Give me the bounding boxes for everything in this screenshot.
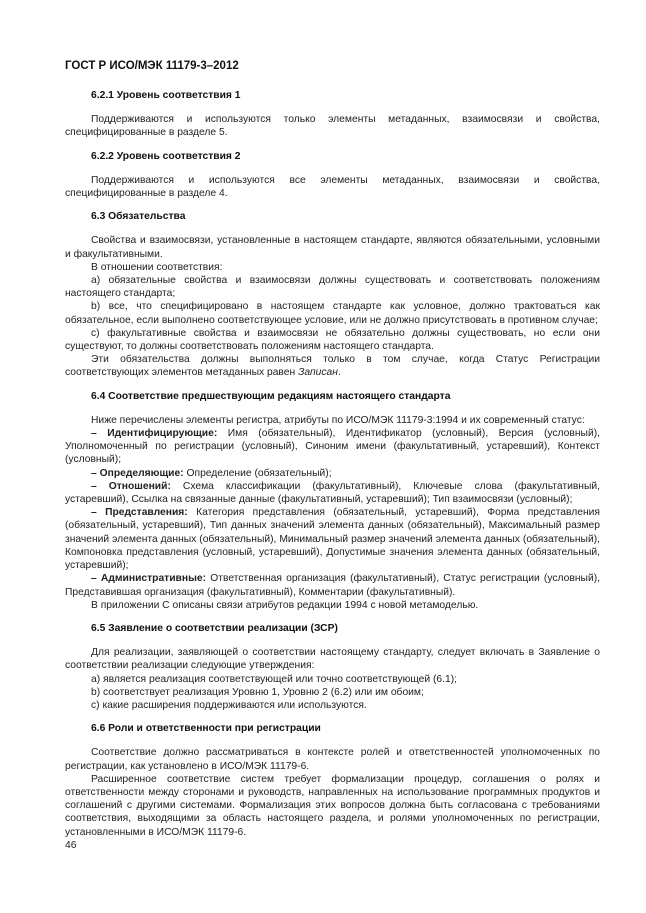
paragraph: Для реализации, заявляющей о соответствии настоящему стандарту, следует включать в Заявление о соответствии реализации следующие утверждения: [65,647,600,672]
list-item: a) обязательные свойства и взаимосвязи должны существовать и соответствовать положениям настоящего стандарта; [65,275,600,300]
list-item-text: Определение (обязательный); [183,467,332,479]
paragraph: В приложении С описаны связи атрибутов редакции 1994 с новой метамоделью. [91,599,479,611]
document-header: ГОСТ Р ИСО/МЭК 11179-3–2012 [65,60,239,72]
list-item [65,572,600,598]
paragraph: Расширенное соответствие систем требует формализации процедур, соглашения о ролях и ответственности между сторонами и руководств, направленных на использование программных продуктов и соглашений с другими системами. Формализация этих вопросов должна быть согласована с требованиями соответствия, выходящими за область настоящего раздела, и ролями уполномоченных по регистрации, установленными в ИСО/МЭК 11179-6. [65,773,600,838]
paragraph: Соответствие должно рассматриваться в контексте ролей и ответственностей уполномоченных по регистрации, как установлено в ИСО/МЭК 11179-6. [65,747,600,772]
list-item [65,480,600,506]
paragraph: Свойства и взаимосвязи, установленные в настоящем стандарте, являются обязательными, условными и факультативными. [65,235,600,260]
text-run: . [337,367,341,379]
paragraph: В отношении соответствия: [91,261,223,273]
paragraph [65,353,600,379]
page-number: 46 [65,840,77,851]
list-item-text: Имя (обязательный), Идентификатор (условный), Версия (условный), Уполномоченный по регистрации (условный), Синоним имени (факультативный, устаревший), Контекст (условный); [65,428,601,466]
list-item-label: – Административные: [91,573,207,585]
list-item: b) соответствует реализация Уровню 1, Уровню 2 (6.2) или им обоим; [91,686,424,698]
italic-term: Записан [298,367,338,379]
section-heading-6-4: 6.4 Соответствие предшествующим редакциям настоящего стандарта [91,390,451,402]
section-heading-6-5: 6.5 Заявление о соответствии реализации (ЗСР) [91,622,338,634]
paragraph: Ниже перечислены элементы регистра, атрибуты по ИСО/МЭК 11179-3:1994 и их современный статус: [91,414,585,426]
list-item-text: Ответственная организация (факультативный), Статус регистрации (условный), Представившая организация (факультативный), Комментарии (факультативный). [65,573,600,598]
list-item-label: – Отношений: [91,480,171,492]
page-content [65,89,600,849]
text-run: Эти обязательства должны выполняться только в том случае, когда Статус Регистрации соответствующих элементов метаданных равен [65,354,600,379]
section-heading-6-2-1: 6.2.1 Уровень соответствия 1 [91,90,241,101]
list-item: c) факультативные свойства и взаимосвязи не обязательно должны существовать, но если они существуют, то должны соответствовать положениям настоящего стандарта. [65,327,600,353]
list-item-text: Категория представления (обязательный, устаревший), Форма представления (обязательный, устаревший), Тип данных значений элемента данных (обязательный), Максимальный размер значений элемента данных (обязательный), Минимальный размер значений элемента данных (обязательный), Компоновка представления (условный, устаревший), Допустимые значения элемента данных (обязательный, устаревший); [65,507,601,572]
list-item-label: – Идентифицирующие: [91,428,218,440]
paragraph: Поддерживаются и используются только элементы метаданных, взаимосвязи и свойства, специфицированные в разделе 5. [65,114,600,139]
section-heading-6-6: 6.6 Роли и ответственности при регистрации [91,723,321,735]
list-item: a) является реализация соответствующей или точно соответствующей (6.1); [91,673,458,685]
list-item-text: Схема классификации (факультативный), Ключевые слова (факультативный, устаревший), Ссылка на связанные данные (факультативный, устаревший); Тип взаимосвязи (условный); [65,480,600,506]
list-item [65,467,600,480]
paragraph: Поддерживаются и используются все элементы метаданных, взаимосвязи и свойства, специфицированные в разделе 4. [65,174,600,200]
list-item-label: – Представления: [91,507,188,519]
section-heading-6-3: 6.3 Обязательства [91,211,186,223]
list-item-label: – Определяющие: [91,467,184,479]
list-item: b) все, что специфицировано в настоящем стандарте как условное, должно трактоваться как обязательное, если выполнено соответствующее условие, или не должно присутствовать в противном случае; [65,301,600,326]
list-item [65,427,600,467]
list-item: c) какие расширения поддерживаются или используются. [91,699,367,711]
list-item [65,506,600,572]
section-heading-6-2-2: 6.2.2 Уровень соответствия 2 [91,150,241,162]
